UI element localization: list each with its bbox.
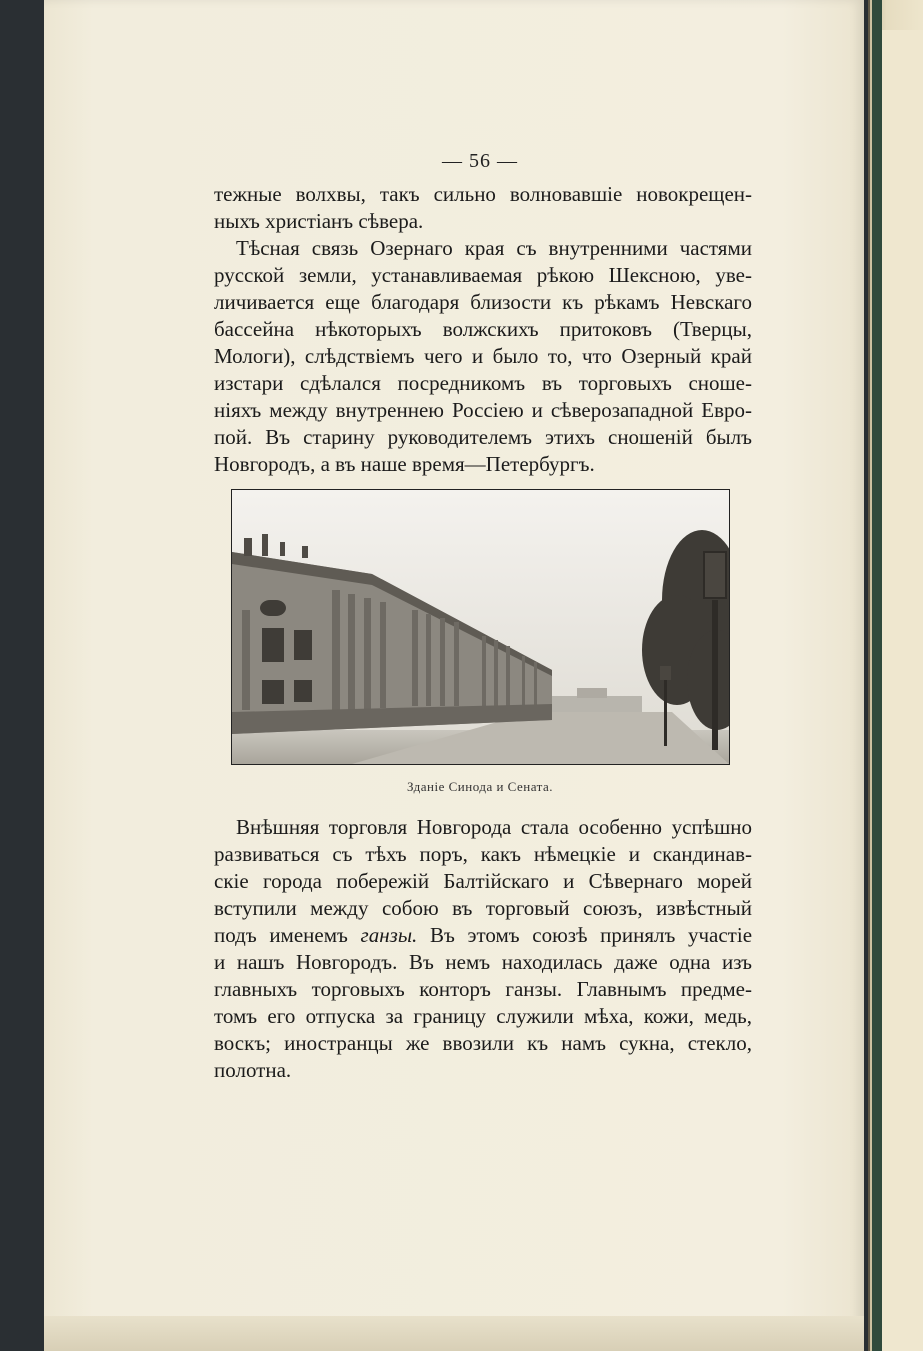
text-line: главныхъ торговыхъ конторъ ганзы. Главнымъ предме-: [214, 977, 752, 1001]
text-line: томъ его отпуска за границу служили мѣха, кожи, медь,: [214, 1004, 752, 1028]
text-line: Тѣсная связь Озернаго края съ внутренними частями: [236, 236, 752, 260]
text-line: ныхъ христіанъ сѣвера.: [214, 209, 424, 233]
figure-caption: Зданіе Синода и Сената.: [406, 779, 554, 794]
figure-photograph: [231, 489, 730, 765]
text-line-with-italic: [214, 922, 752, 949]
text-line: русской земли, устанавливаемая рѣкою Шексною, уве-: [214, 263, 752, 287]
page-number: — 56 —: [442, 150, 518, 172]
binding-strip: [872, 0, 882, 1351]
text-line: вступили между собою въ торговый союзъ, извѣстный: [214, 896, 752, 920]
text-line: пой. Въ старину руководителемъ этихъ сношеній былъ: [214, 425, 752, 449]
text-line: изстари сдѣлался посредникомъ въ торговыхъ сноше-: [214, 371, 752, 395]
text-line: развиваться съ тѣхъ поръ, какъ нѣмецкіе и скандинав-: [214, 842, 752, 866]
text-line: полотна.: [214, 1058, 292, 1082]
text-segment: Въ этомъ союзѣ принялъ участіе: [417, 923, 753, 947]
text-line: Мологи), слѣдствіемъ чего и было то, что Озерный край: [214, 344, 752, 368]
text-block-bottom: [214, 814, 752, 1084]
text-line: ніяхъ между внутреннею Россіею и сѣверозападной Евро-: [214, 398, 752, 422]
text-line: и нашъ Новгородъ. Въ немъ находилась даже одна изъ: [214, 950, 752, 974]
text-line: бассейна нѣкоторыхъ волжскихъ притоковъ (Тверцы,: [214, 317, 752, 341]
text-line: скіе города побережій Балтійскаго и Сѣвернаго морей: [214, 869, 752, 893]
text-segment: подъ именемъ: [214, 923, 361, 947]
text-line: Новгородъ, а въ наше время—Петербургъ.: [214, 452, 595, 476]
italic-term: ганзы.: [360, 923, 418, 947]
adjacent-page-edge: [868, 0, 923, 1351]
text-block-top: [214, 181, 752, 478]
adjacent-page-paper: [882, 30, 923, 1351]
page-bottom-edge: [44, 1316, 864, 1351]
text-line: личивается еще благодаря близости къ рѣкамъ Невскаго: [214, 290, 752, 314]
text-line: Внѣшняя торговля Новгорода стала особенно успѣшно: [236, 815, 752, 839]
text-line: тежные волхвы, такъ сильно волновавшіе новокрещен-: [214, 182, 752, 206]
text-line: воскъ; иностранцы же ввозили къ намъ сукна, стекло,: [214, 1031, 752, 1055]
building-illustration: [232, 490, 729, 764]
